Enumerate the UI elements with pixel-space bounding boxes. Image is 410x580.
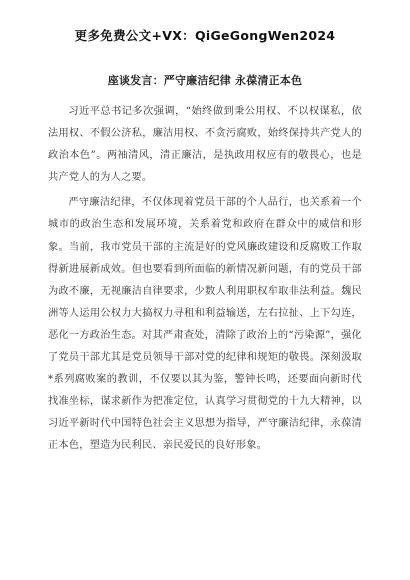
paragraph-2: 严守廉洁纪律，不仅体现着党员干部的个人品行，也关系着一个城市的政治生态和发展环境，关系着党和政府在群众中的威信和形象。当前，我市党员干部的主流是好的党风廉政建设和反腐败工作取得新进展新成效。但也要看到所面临的新情况新问题，有的党员干部为政不廉，无视廉洁自律要求，少数人利用职权牟取非法利益。魏民洲等人运用公权力大搞权力寻租和利益输送，左右拉扯、上下勾连，恶化一方政治生态。对其严肃查处，清除了政治上的“污染源”，强化了党员干部尤其是党员领导干部对党的纪律和规矩的敬畏。深刻汲取*系列腐败案的教训，不仅要以其为鉴，警钟长鸣，还要面向新时代找准坐标，谋求新作为把准定位，认真学习贯彻党的十九大精神，以习近平新时代中国特色社会主义思想为指导，严守廉洁纪律，永葆清正本色，塑造为民利民、亲民爱民的良好形象。 (48, 197, 362, 452)
paragraph-1: 习近平总书记多次强调，“始终做到秉公用权、不以权谋私，依法用权、不假公济私，廉洁用权、不贪污腐败，始终保持共产党人的政治本色”。两袖清风，清正廉洁，是执政用权应有的敬畏心，也是共产党人的为人之要。 (48, 106, 362, 184)
promo-header: 更多免费公文+VX：QiGeGongWen2024 (74, 28, 336, 43)
document-title: 座谈发言：严守廉洁纪律 永葆清正本色 (107, 74, 303, 87)
